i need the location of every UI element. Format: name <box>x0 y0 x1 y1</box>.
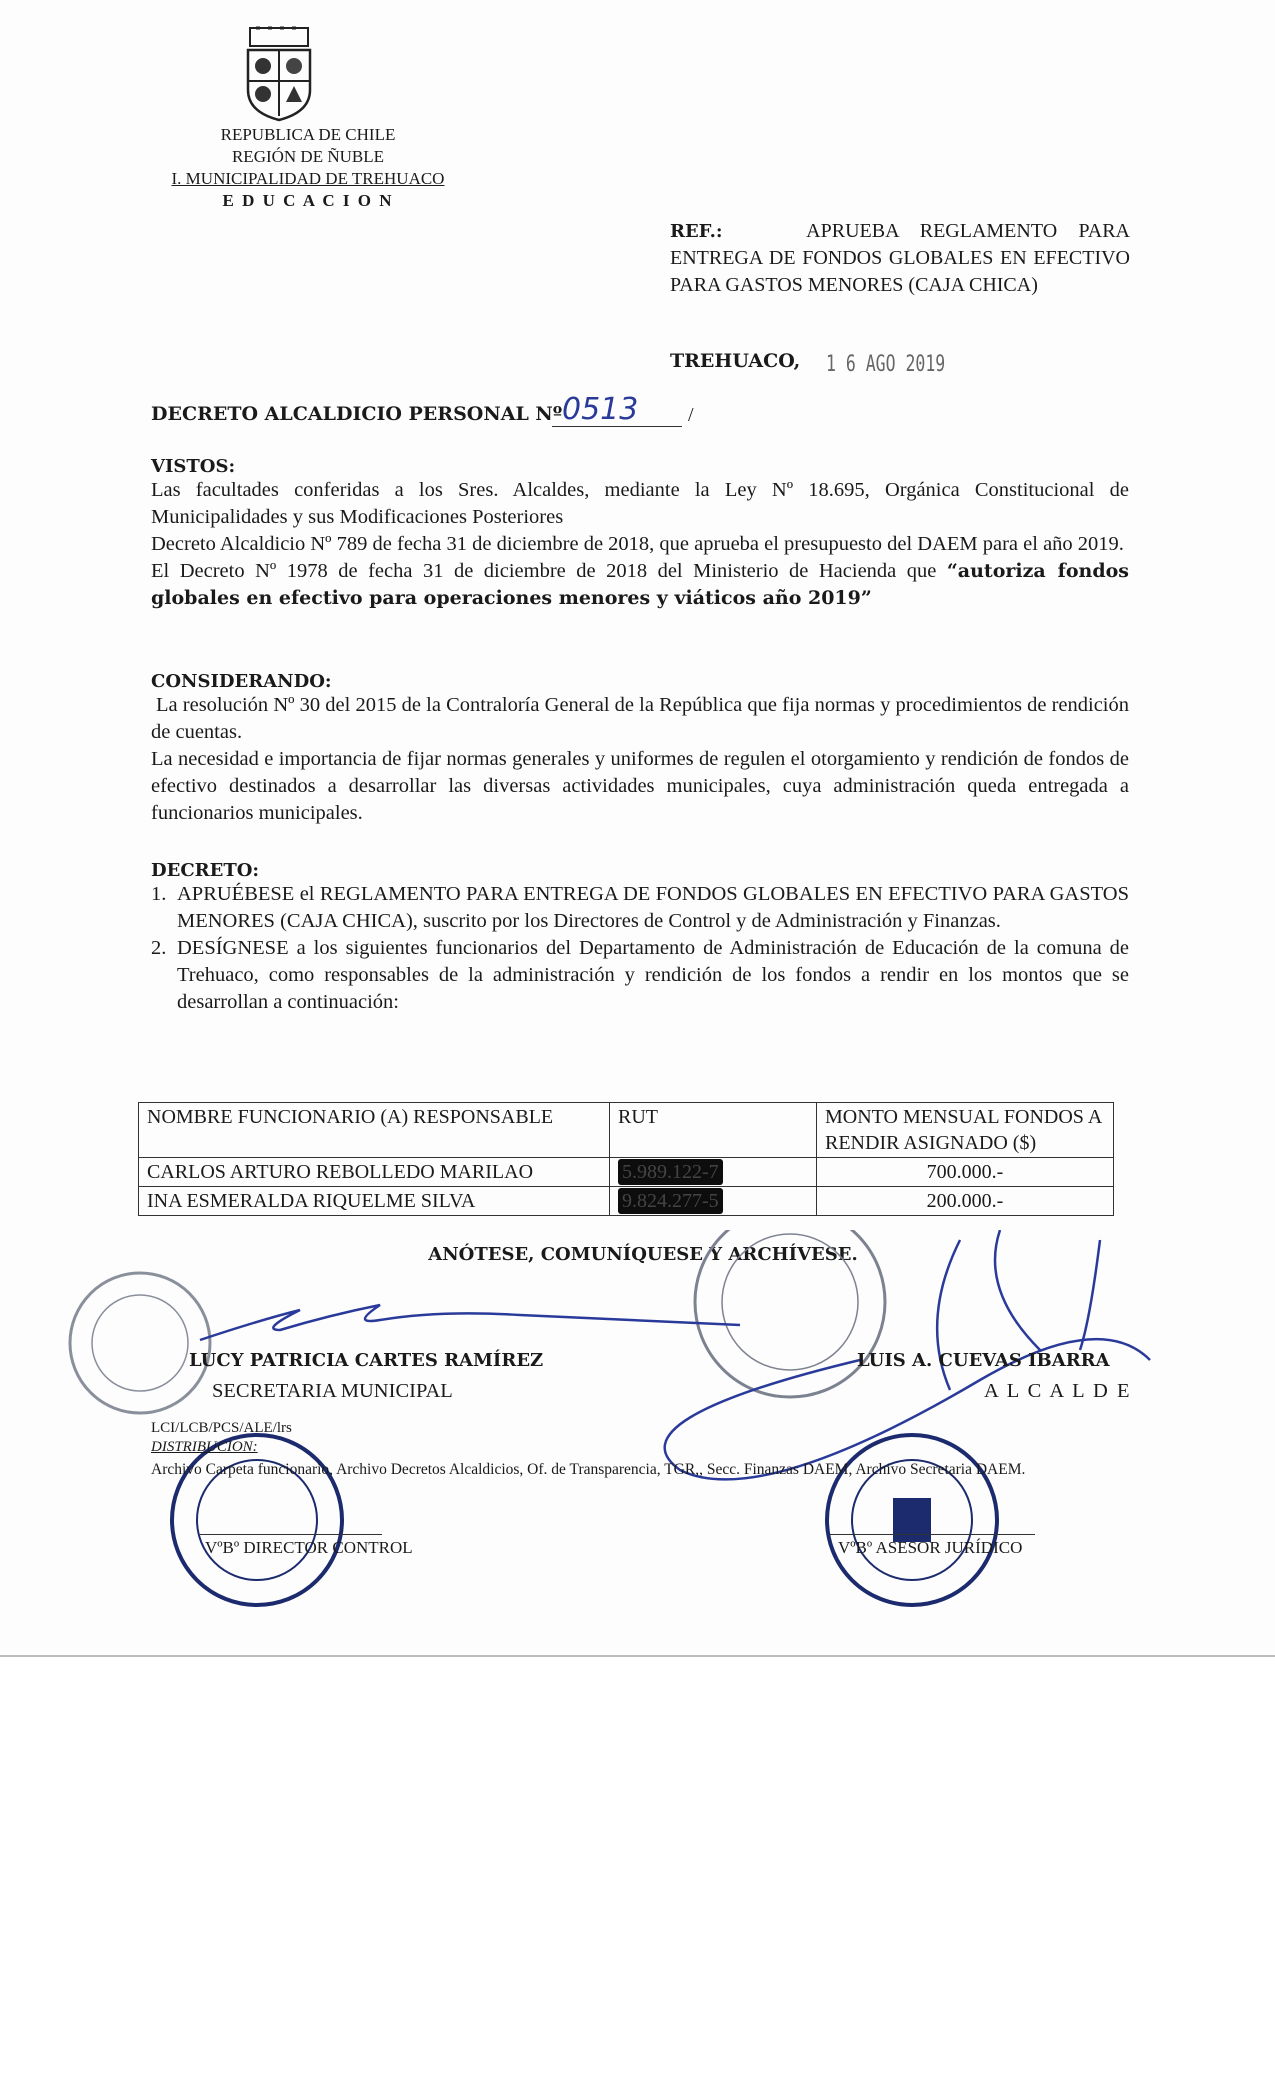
table-header-amount: MONTO MENSUAL FONDOS A RENDIR ASIGNADO ($) <box>817 1103 1114 1158</box>
table-cell-amount: 700.000.- <box>817 1158 1114 1187</box>
table-cell-rut <box>610 1187 817 1216</box>
header-republic: REPUBLICA DE CHILE <box>220 125 396 144</box>
initials: LCI/LCB/PCS/ALE/lrs <box>151 1420 292 1436</box>
secretaria-title: SECRETARIA MUNICIPAL <box>212 1380 453 1402</box>
decreto-item <box>151 935 1129 1016</box>
distribution-list: Archivo Carpeta funcionario, Archivo Decretos Alcaldicios, Of. de Transparencia, TGR,, Secc. Finanzas DAEM, Archivo Secretaria DAEM. <box>151 1461 1026 1478</box>
table-cell-name: INA ESMERALDA RIQUELME SILVA <box>139 1187 610 1216</box>
considerando-section <box>151 671 1129 827</box>
decree-number-label: DECRETO ALCALDICIO PERSONAL Nº <box>151 403 563 425</box>
header-municipality: I. MUNICIPALIDAD DE TREHUACO <box>171 169 445 188</box>
decreto-item-text: APRUÉBESE el REGLAMENTO PARA ENTREGA DE FONDOS GLOBALES EN EFECTIVO PARA GASTOS MENORES (CAJA CHICA), suscrito por los Directores de Control y de Administración y Finanzas. <box>177 883 1129 932</box>
header-department: E D U C A C I O N <box>222 191 394 210</box>
signature-secretaria <box>200 1305 740 1340</box>
secretario-stamp <box>70 1273 210 1413</box>
decreto-item-number: 1. <box>151 883 167 905</box>
reference-block <box>670 218 1130 299</box>
vobo-control: VºBº DIRECTOR CONTROL <box>205 1538 413 1557</box>
table-row <box>139 1187 1114 1216</box>
decree-slash: / <box>688 404 694 426</box>
decreto-section <box>151 860 1129 1016</box>
decreto-item <box>151 881 1129 935</box>
funds-table <box>138 1102 1114 1216</box>
table-cell-name: CARLOS ARTURO REBOLLEDO MARILAO <box>139 1158 610 1187</box>
table-header-row <box>139 1103 1114 1158</box>
redacted-rut: 5.989.122-7 <box>618 1159 723 1185</box>
juridico-signature-line <box>830 1534 1035 1535</box>
table-cell-rut <box>610 1158 817 1187</box>
considerando-paragraph: La necesidad e importancia de fijar normas generales y uniformes de regulen el otorgamiento y rendición de fondos de efectivo destinados a desarrollar las diversas actividades municipales, cuya administración queda entregada a funcionarios municipales. <box>151 748 1129 824</box>
table-row <box>139 1158 1114 1187</box>
place-label: TREHUACO, <box>670 350 801 372</box>
closing-formula: ANÓTESE, COMUNÍQUESE Y ARCHÍVESE. <box>428 1244 858 1265</box>
alcalde-title: A L C A L D E <box>984 1380 1132 1402</box>
date-stamp: 1 6 AGO 2019 <box>826 352 946 377</box>
considerando-paragraph: La resolución Nº 30 del 2015 de la Contraloría General de la República que fija normas y procedimientos de rendición de cuentas. <box>151 694 1129 743</box>
reference-text: APRUEBA REGLAMENTO PARA ENTREGA DE FONDOS GLOBALES EN EFECTIVO PARA GASTOS MENORES (CAJA CHICA) <box>670 220 1130 296</box>
municipal-crest-logo <box>242 26 316 122</box>
decreto-item-number: 2. <box>151 937 167 959</box>
alcalde-stamp <box>695 1230 885 1397</box>
decreto-title: DECRETO: <box>151 860 260 881</box>
table-header-rut: RUT <box>610 1103 817 1158</box>
table-header-name: NOMBRE FUNCIONARIO (A) RESPONSABLE <box>139 1103 610 1158</box>
vistos-paragraph <box>151 558 1129 612</box>
vistos-paragraph: Decreto Alcaldicio Nº 789 de fecha 31 de diciembre de 2018, que aprueba el presupuesto del DAEM para el año 2019. <box>151 533 1124 555</box>
table-cell-amount: 200.000.- <box>817 1187 1114 1216</box>
vobo-juridico: VºBº ASESOR JURÍDICO <box>838 1538 1023 1557</box>
reference-label: REF.: <box>670 221 723 242</box>
secretaria-name: LUCY PATRICIA CARTES RAMÍREZ <box>189 1350 544 1371</box>
header-region: REGIÓN DE ÑUBLE <box>231 147 385 166</box>
decreto-item-text: DESÍGNESE a los siguientes funcionarios del Departamento de Administración de Educación de la comuna de Trehuaco, como responsables de la administración y rendición de los fondos a rendir en los montos que se desarrollan a continuación: <box>177 937 1129 1013</box>
control-signature-line <box>200 1534 382 1535</box>
vistos-title: VISTOS: <box>151 456 236 477</box>
considerando-title: CONSIDERANDO: <box>151 671 332 692</box>
redacted-rut: 9.824.277-5 <box>618 1188 723 1214</box>
decree-number-handwritten: 0513 <box>562 392 639 427</box>
alcalde-name: LUIS A. CUEVAS IBARRA <box>857 1350 1110 1371</box>
vistos-text: El Decreto Nº 1978 de fecha 31 de diciembre de 2018 del Ministerio de Hacienda que <box>151 560 947 582</box>
vistos-paragraph: Las facultades conferidas a los Sres. Alcaldes, mediante la Ley Nº 18.695, Orgánica Constitucional de Municipalidades y sus Modificaciones Posteriores <box>151 479 1129 528</box>
vistos-section <box>151 456 1129 612</box>
distribution-label: DISTRIBUCION: <box>151 1439 258 1455</box>
vistos-quote: “autoriza fondos globales en efectivo para operaciones menores y viáticos año 2019” <box>151 560 1129 609</box>
